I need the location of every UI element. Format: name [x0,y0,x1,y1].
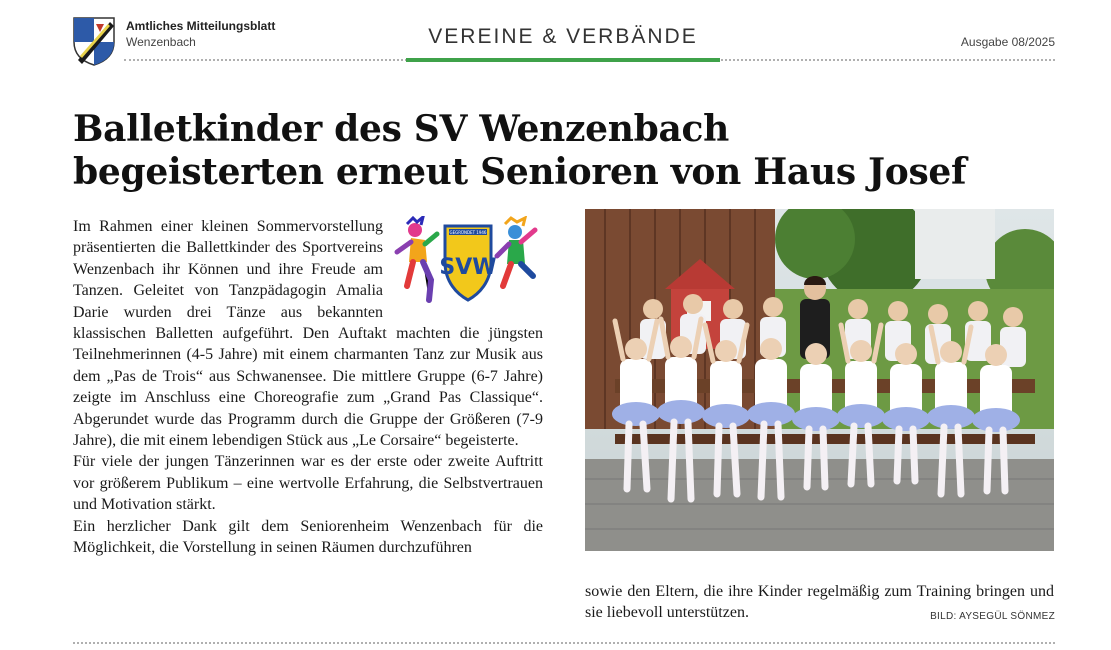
emblem-text: SVW [439,255,497,280]
footer-divider [73,642,1055,644]
publication-town: Wenzenbach [126,35,196,49]
article-headline [73,108,1063,194]
article-paragraph-2: Für viele der jungen Tänzerinnen war es der erste oder zweite Auftritt vor größerem Publikum – eine wertvolle Erfahrung, die Selbstvertrauen und Motivation stärkt. [73,453,543,514]
issue-number: Ausgabe 08/2025 [960,35,1055,49]
municipal-crest-icon [72,16,116,66]
article-continuation: sowie den Eltern, die ihre Kinder regelmäßig zum Training bringen und sie liebevoll unterstützen. [585,583,1054,622]
section-title: VEREINE & VERBÄNDE [428,25,698,48]
article-paragraph-1: Im Rahmen einer kleinen Sommervorstellung präsentierten die Ballettkinder des Sportvereins Wenzenbach ihr Können und ihre Freude am Tanzen. Geleitet von Tanzpädagogin Amalia Darie wurden drei Tänze aus bekannten klassischen Balletten aufgeführt. Den Auftakt machten die jüngsten Teilnehmerinnen (4-5 Jahre) mit einem charmanten Tanz zur Musik aus dem „Pas de Trois“ aus Schwanensee. Die mittlere Gruppe (6-7 Jahre) zeigte im Anschluss eine Choreografie zum „Grand Pas Classique“. Abgerundet wurde das Programm durch die Gruppe der Größeren (7-9 Jahre), die mit einem lebendigen Stück aus „Le Corsaire“ begeisterte. [73,218,543,450]
photo-credit: BILD: AYSEGÜL SÖNMEZ [930,611,1055,622]
svw-shield-icon [439,226,496,300]
article-photo [585,209,1054,551]
article-body-left [73,216,543,559]
dancer-left-icon [397,217,437,300]
headline-line-1: Balletkinder des SV Wenzenbach [73,108,730,150]
publication-name: Amtliches Mitteilungsblatt [126,19,276,33]
club-logo-icon [393,216,543,308]
dancer-right-icon [497,218,535,286]
headline-line-2: begeisterten erneut Senioren von Haus Josef [73,151,967,193]
section-accent-bar [406,58,720,62]
article-paragraph-3: Ein herzlicher Dank gilt dem Seniorenheim Wenzenbach für die Möglichkeit, die Vorstellung in seinen Räumen durchzuführen [73,517,543,557]
emblem-year: GEGRÜNDET 1946 [449,230,487,235]
